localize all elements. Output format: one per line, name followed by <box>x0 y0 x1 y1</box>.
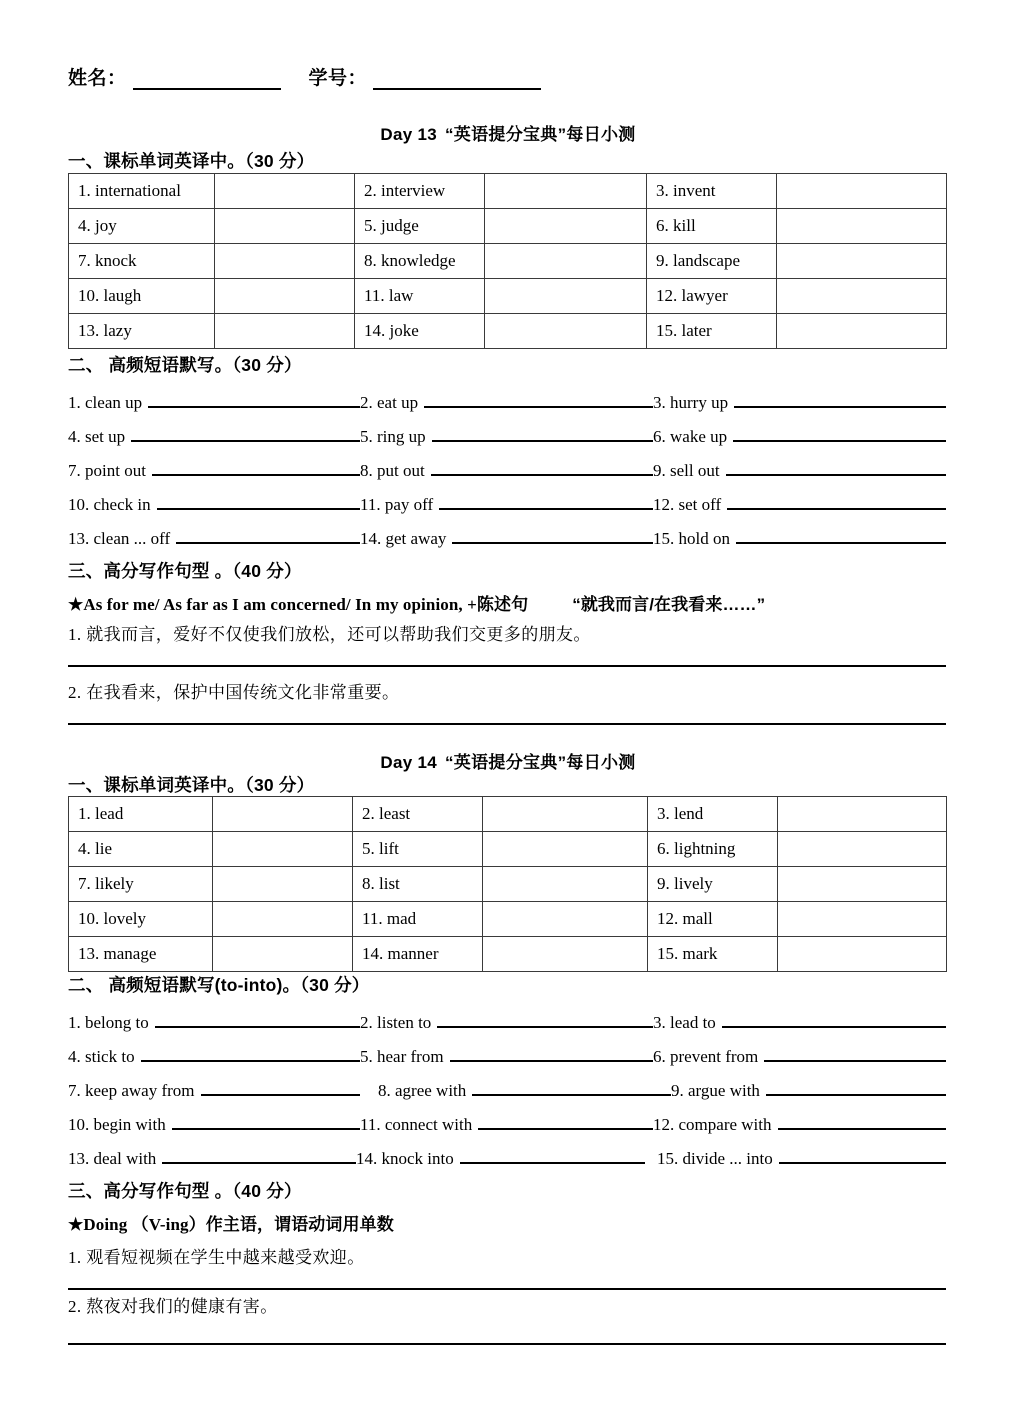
phrase-label: 14. get away <box>360 528 447 548</box>
day13-pattern-line <box>68 590 765 615</box>
answer-cell[interactable] <box>215 209 355 244</box>
phrase-label: 4. set up <box>68 426 126 446</box>
word-cell: 9. landscape <box>647 244 777 279</box>
star-icon: ★ <box>68 1215 84 1234</box>
answer-cell[interactable] <box>778 902 947 937</box>
table-row <box>69 174 947 209</box>
word-cell: 10. laugh <box>69 279 215 314</box>
day14-section3-heading: 三、高分写作句型 。（40 分） <box>68 1181 302 1201</box>
phrase-answer-blank[interactable] <box>162 1148 356 1164</box>
answer-cell[interactable] <box>778 797 947 832</box>
word-cell: 10. lovely <box>69 902 213 937</box>
day14-answer-rule-2[interactable] <box>68 1343 946 1345</box>
phrase-item <box>653 426 946 447</box>
student-id-label: 学号： <box>308 68 368 89</box>
word-cell: 4. lie <box>69 832 213 867</box>
word-cell: 6. lightning <box>648 832 778 867</box>
phrase-answer-blank[interactable] <box>727 494 946 510</box>
phrase-answer-blank[interactable] <box>452 528 653 544</box>
phrase-label: 8. agree with <box>378 1080 467 1100</box>
day14-pattern-line <box>68 1210 394 1235</box>
day13-sentence-1: 1. 就我而言，爱好不仅使我们放松，还可以帮助我们交更多的朋友。 <box>68 625 591 644</box>
answer-cell[interactable] <box>213 867 353 902</box>
word-cell: 8. list <box>353 867 483 902</box>
phrase-answer-blank[interactable] <box>157 494 360 510</box>
phrase-label: 7. point out <box>68 460 146 480</box>
answer-cell[interactable] <box>777 174 947 209</box>
answer-cell[interactable] <box>485 244 647 279</box>
day13-title <box>0 120 1016 145</box>
answer-cell[interactable] <box>483 937 648 972</box>
day13-section3-heading: 三、高分写作句型 。（40 分） <box>68 561 302 581</box>
phrase-label: 10. begin with <box>68 1114 166 1134</box>
phrase-row <box>68 487 946 521</box>
phrase-item <box>68 1148 356 1169</box>
day13-answer-rule-2[interactable] <box>68 723 946 725</box>
phrase-item <box>68 528 360 549</box>
phrase-label: 12. compare with <box>653 1114 772 1134</box>
word-cell: 12. lawyer <box>647 279 777 314</box>
word-cell: 12. mall <box>648 902 778 937</box>
table-row <box>69 797 947 832</box>
phrase-answer-blank[interactable] <box>733 426 946 442</box>
day14-title <box>0 748 1016 773</box>
phrase-label: 3. lead to <box>653 1012 716 1032</box>
answer-cell[interactable] <box>777 209 947 244</box>
phrase-label: 11. connect with <box>360 1114 473 1134</box>
phrase-answer-blank[interactable] <box>424 392 653 408</box>
table-row <box>69 902 947 937</box>
answer-cell[interactable] <box>215 314 355 349</box>
phrase-row <box>68 1141 946 1175</box>
table-row <box>69 209 947 244</box>
word-cell: 5. judge <box>355 209 485 244</box>
word-cell: 2. interview <box>355 174 485 209</box>
phrase-item <box>360 494 653 515</box>
phrase-item <box>360 1114 653 1135</box>
word-cell: 1. lead <box>69 797 213 832</box>
table-row <box>69 867 947 902</box>
phrase-item <box>360 392 653 413</box>
phrase-label: 1. belong to <box>68 1012 149 1032</box>
phrase-item <box>653 392 946 413</box>
phrase-label: 14. knock into <box>356 1148 454 1168</box>
phrase-answer-blank[interactable] <box>176 528 360 544</box>
phrase-item <box>68 1114 360 1135</box>
word-cell: 3. invent <box>647 174 777 209</box>
phrase-item <box>360 460 653 481</box>
pattern-chinese: 作主语，谓语动词用单数 <box>205 1215 394 1234</box>
phrase-label: 3. hurry up <box>653 392 729 412</box>
phrase-row <box>68 1107 946 1141</box>
day13-day-label: Day 13 <box>380 125 437 144</box>
phrase-item <box>68 1080 360 1101</box>
day14-title-rest: “英语提分宝典”每日小测 <box>445 753 636 772</box>
phrase-answer-blank[interactable] <box>172 1114 360 1130</box>
phrase-answer-blank[interactable] <box>131 426 360 442</box>
answer-cell[interactable] <box>778 832 947 867</box>
word-cell: 14. manner <box>353 937 483 972</box>
phrase-item <box>653 528 946 549</box>
student-info-line <box>68 63 541 90</box>
phrase-item <box>360 426 653 447</box>
phrase-answer-blank[interactable] <box>148 392 360 408</box>
phrase-item <box>68 494 360 515</box>
phrase-label: 7. keep away from <box>68 1080 195 1100</box>
student-id-input-blank[interactable] <box>373 71 541 90</box>
phrase-item <box>653 1114 946 1135</box>
phrase-item <box>671 1080 946 1101</box>
phrase-label: 9. sell out <box>653 460 720 480</box>
phrase-item <box>68 1012 360 1033</box>
day14-section2-heading: 二、 高频短语默写(to-into)。（30 分） <box>68 975 370 995</box>
word-cell: 4. joy <box>69 209 215 244</box>
answer-cell[interactable] <box>485 279 647 314</box>
phrase-item <box>356 1148 645 1169</box>
pattern-gloss: “就我而言/在我看来……” <box>572 595 766 614</box>
phrase-answer-blank[interactable] <box>478 1114 653 1130</box>
phrase-answer-blank[interactable] <box>736 528 946 544</box>
phrase-item <box>653 1046 946 1067</box>
answer-cell[interactable] <box>483 867 648 902</box>
phrase-label: 6. prevent from <box>653 1046 759 1066</box>
phrase-label: 9. argue with <box>671 1080 760 1100</box>
phrase-label: 15. divide ... into <box>657 1148 773 1168</box>
answer-cell[interactable] <box>777 244 947 279</box>
phrase-item <box>68 426 360 447</box>
answer-cell[interactable] <box>485 174 647 209</box>
phrase-item <box>360 1046 653 1067</box>
word-cell: 13. manage <box>69 937 213 972</box>
answer-cell[interactable] <box>483 902 648 937</box>
pattern-english: As for me/ As far as I am concerned/ In my opinion, + <box>83 595 477 614</box>
phrase-answer-blank[interactable] <box>439 494 653 510</box>
word-cell: 1. international <box>69 174 215 209</box>
phrase-answer-blank[interactable] <box>450 1046 653 1062</box>
word-cell: 5. lift <box>353 832 483 867</box>
phrase-label: 5. hear from <box>360 1046 444 1066</box>
word-cell: 6. kill <box>647 209 777 244</box>
phrase-row <box>68 1005 946 1039</box>
table-row <box>69 314 947 349</box>
word-cell: 11. law <box>355 279 485 314</box>
phrase-item <box>653 494 946 515</box>
word-cell: 11. mad <box>353 902 483 937</box>
phrase-label: 11. pay off <box>360 494 434 514</box>
phrase-answer-blank[interactable] <box>437 1012 653 1028</box>
day13-title-rest: “英语提分宝典”每日小测 <box>445 125 636 144</box>
phrase-answer-blank[interactable] <box>460 1148 645 1164</box>
phrase-answer-blank[interactable] <box>472 1080 671 1096</box>
word-cell: 7. likely <box>69 867 213 902</box>
day13-word-table <box>68 173 947 349</box>
phrase-row <box>68 1073 946 1107</box>
word-cell: 3. lend <box>648 797 778 832</box>
phrase-label: 13. clean ... off <box>68 528 171 548</box>
table-row <box>69 279 947 314</box>
answer-cell[interactable] <box>213 937 353 972</box>
phrase-label: 5. ring up <box>360 426 426 446</box>
phrase-row <box>68 385 946 419</box>
day14-section1-heading: 一、课标单词英译中。（30 分） <box>68 775 315 795</box>
phrase-answer-blank[interactable] <box>778 1114 947 1130</box>
phrase-row <box>68 419 946 453</box>
day14-phrase-grid <box>68 1005 946 1175</box>
phrase-label: 8. put out <box>360 460 425 480</box>
answer-cell[interactable] <box>777 314 947 349</box>
phrase-item <box>653 1012 946 1033</box>
phrase-label: 1. clean up <box>68 392 143 412</box>
phrase-answer-blank[interactable] <box>201 1080 360 1096</box>
answer-cell[interactable] <box>215 174 355 209</box>
day14-day-label: Day 14 <box>380 753 437 772</box>
phrase-answer-blank[interactable] <box>722 1012 946 1028</box>
phrase-item <box>68 460 360 481</box>
phrase-row <box>68 453 946 487</box>
answer-cell[interactable] <box>485 209 647 244</box>
answer-cell[interactable] <box>483 832 648 867</box>
phrase-answer-blank[interactable] <box>141 1046 360 1062</box>
phrase-label: 12. set off <box>653 494 722 514</box>
phrase-label: 10. check in <box>68 494 151 514</box>
word-cell: 13. lazy <box>69 314 215 349</box>
phrase-label: 2. eat up <box>360 392 419 412</box>
phrase-label: 2. listen to <box>360 1012 432 1032</box>
phrase-item <box>68 392 360 413</box>
table-row <box>69 937 947 972</box>
day13-section1-heading: 一、课标单词英译中。（30 分） <box>68 151 315 171</box>
day14-word-table <box>68 796 947 972</box>
phrase-label: 6. wake up <box>653 426 728 446</box>
day13-phrase-grid <box>68 385 946 555</box>
day14-sentence-1: 1. 观看短视频在学生中越来越受欢迎。 <box>68 1248 365 1267</box>
word-cell: 9. lively <box>648 867 778 902</box>
word-cell: 14. joke <box>355 314 485 349</box>
answer-cell[interactable] <box>778 867 947 902</box>
phrase-label: 4. stick to <box>68 1046 135 1066</box>
answer-cell[interactable] <box>215 279 355 314</box>
day14-sentence-2: 2. 熬夜对我们的健康有害。 <box>68 1297 278 1316</box>
day13-sentence-2: 2. 在我看来，保护中国传统文化非常重要。 <box>68 683 400 702</box>
phrase-row <box>68 1039 946 1073</box>
phrase-answer-blank[interactable] <box>764 1046 946 1062</box>
star-icon: ★ <box>68 595 84 614</box>
pattern-english: Doing （V-ing） <box>83 1215 206 1234</box>
name-input-blank[interactable] <box>133 71 281 90</box>
answer-cell[interactable] <box>777 279 947 314</box>
word-cell: 15. mark <box>648 937 778 972</box>
answer-cell[interactable] <box>213 902 353 937</box>
phrase-answer-blank[interactable] <box>726 460 946 476</box>
phrase-label: 15. hold on <box>653 528 730 548</box>
phrase-item <box>653 460 946 481</box>
pattern-chinese: 陈述句 <box>476 595 529 614</box>
answer-cell[interactable] <box>213 832 353 867</box>
answer-cell[interactable] <box>778 937 947 972</box>
phrase-item <box>68 1046 360 1067</box>
phrase-item <box>360 1012 653 1033</box>
day14-answer-rule-1[interactable] <box>68 1288 946 1290</box>
phrase-row <box>68 521 946 555</box>
phrase-item <box>360 1080 671 1101</box>
phrase-answer-blank[interactable] <box>152 460 360 476</box>
phrase-item <box>360 528 653 549</box>
name-label: 姓名： <box>68 68 127 89</box>
day13-answer-rule-1[interactable] <box>68 665 946 667</box>
day13-section2-heading: 二、 高频短语默写。（30 分） <box>68 355 302 375</box>
table-row <box>69 832 947 867</box>
answer-cell[interactable] <box>483 797 648 832</box>
phrase-answer-blank[interactable] <box>734 392 946 408</box>
phrase-answer-blank[interactable] <box>155 1012 360 1028</box>
phrase-label: 13. deal with <box>68 1148 157 1168</box>
phrase-answer-blank[interactable] <box>779 1148 946 1164</box>
word-cell: 7. knock <box>69 244 215 279</box>
phrase-answer-blank[interactable] <box>766 1080 946 1096</box>
answer-cell[interactable] <box>213 797 353 832</box>
word-cell: 2. least <box>353 797 483 832</box>
phrase-answer-blank[interactable] <box>431 460 653 476</box>
phrase-answer-blank[interactable] <box>432 426 653 442</box>
word-cell: 15. later <box>647 314 777 349</box>
word-cell: 8. knowledge <box>355 244 485 279</box>
phrase-item <box>645 1148 946 1169</box>
table-row <box>69 244 947 279</box>
answer-cell[interactable] <box>485 314 647 349</box>
answer-cell[interactable] <box>215 244 355 279</box>
